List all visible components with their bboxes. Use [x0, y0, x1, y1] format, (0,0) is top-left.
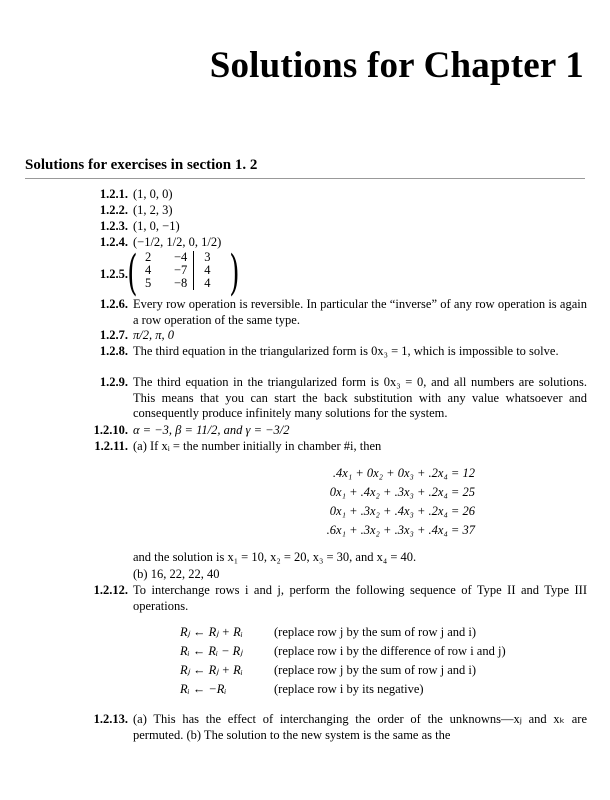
exercise-number: 1.2.2. [99, 203, 128, 217]
exercise-answer: (−1/2, 1/2, 0, 1/2) [133, 235, 222, 249]
matrix-cell: 2 [145, 250, 152, 264]
exercise-answer: (1, 0, 0) [133, 187, 173, 201]
row-operation [180, 623, 506, 642]
exercise-answer: (1, 0, −1) [133, 219, 180, 233]
exercise-answer: The third equation in the triangularized form is 0x₃ = 0, and all numbers are solutions. This means that you can start the back substitution with any value whatsoever and consequently produce infinitely many solutions for the system. [133, 375, 587, 420]
exercise-1-2-5 [0, 245, 610, 301]
operation-formula: Rⱼ ← Rⱼ + Rᵢ [180, 625, 243, 639]
exercise-number: 1.2.8. [99, 344, 128, 358]
exercise-answer: (a) This has the effect of interchanging the order of the unknowns—xⱼ and xₖ are permuted. (b) The solution to the new system is the same as the [133, 712, 587, 742]
exercise-answer: Every row operation is reversible. In particular the “inverse” of any row operation is again a row operation of the same type. [133, 297, 587, 327]
exercise-answer: To interchange rows i and j, perform the following sequence of Type II and Type III operations. [133, 583, 587, 613]
row-operation [180, 661, 506, 680]
exercise-number: 1.2.5. [99, 267, 128, 281]
section-heading: Solutions for exercises in section 1. 2 [25, 157, 258, 173]
row-operation [180, 680, 506, 699]
exercise-number: 1.2.7. [99, 328, 128, 342]
exercise-answer: (1, 2, 3) [133, 203, 173, 217]
exercise-number: 1.2.1. [99, 187, 128, 201]
operation-description: (replace row i by the difference of row i and j) [274, 644, 506, 658]
matrix-cell: −4 [173, 250, 188, 264]
exercise-number: 1.2.3. [99, 219, 128, 233]
equation-system [240, 464, 475, 540]
exercise-part-a: (a) If xᵢ = the number initially in chamber #i, then [133, 439, 382, 453]
matrix-cell: 4 [194, 277, 215, 290]
row-operation [180, 642, 506, 661]
matrix-cell: −7 [173, 263, 188, 277]
row-operations-list [180, 623, 506, 699]
exercise-number: 1.2.4. [99, 235, 128, 249]
equation-line: .6x₁ + .3x₂ + .3x₃ + .4x₄ = 37 [326, 523, 475, 537]
exercise-number: 1.2.11. [94, 439, 128, 453]
exercise-part-b: (b) 16, 22, 22, 40 [133, 567, 220, 581]
exercise-answer: The third equation in the triangularized form is 0x₃ = 1, which is impossible to solve. [133, 344, 559, 358]
matrix-cell: 5 [145, 276, 152, 290]
matrix-cell: 4 [194, 264, 215, 277]
equation-line: 0x₁ + .4x₂ + .3x₃ + .2x₄ = 25 [329, 485, 475, 499]
exercise-number: 1.2.6. [99, 297, 128, 311]
exercise-solution-line: and the solution is x₁ = 10, x₂ = 20, x₃ = 30, and x₄ = 40. [133, 550, 417, 564]
equation-line: 0x₁ + .3x₂ + .4x₃ + .2x₄ = 26 [329, 504, 475, 518]
exercise-number: 1.2.10. [93, 423, 128, 437]
matrix-cell: 3 [194, 251, 215, 264]
operation-formula: Rⱼ ← Rⱼ + Rᵢ [180, 663, 243, 677]
matrix-right-paren: ) [229, 245, 240, 301]
operation-description: (replace row i by its negative) [274, 682, 424, 696]
exercise-number: 1.2.12. [93, 583, 128, 597]
matrix-cell: −8 [173, 276, 188, 290]
matrix-cell: 4 [145, 263, 152, 277]
exercise-number: 1.2.13. [93, 712, 128, 726]
operation-description: (replace row j by the sum of row j and i) [274, 625, 477, 639]
equation-line: .4x₁ + 0x₂ + 0x₃ + .2x₄ = 12 [332, 466, 475, 480]
operation-formula: Rᵢ ← −Rᵢ [180, 682, 227, 696]
exercise-answer: π/2, π, 0 [133, 328, 174, 342]
exercise-answer: α = −3, β = 11/2, and γ = −3/2 [133, 423, 290, 437]
section-divider [25, 178, 585, 179]
operation-description: (replace row j by the sum of row j and i) [274, 663, 477, 677]
matrix-left-paren: ( [127, 245, 138, 301]
operation-formula: Rᵢ ← Rᵢ − Rⱼ [180, 644, 243, 658]
chapter-title: Solutions for Chapter 1 [209, 45, 584, 86]
augmented-matrix [127, 245, 240, 301]
exercise-number: 1.2.9. [99, 375, 128, 389]
